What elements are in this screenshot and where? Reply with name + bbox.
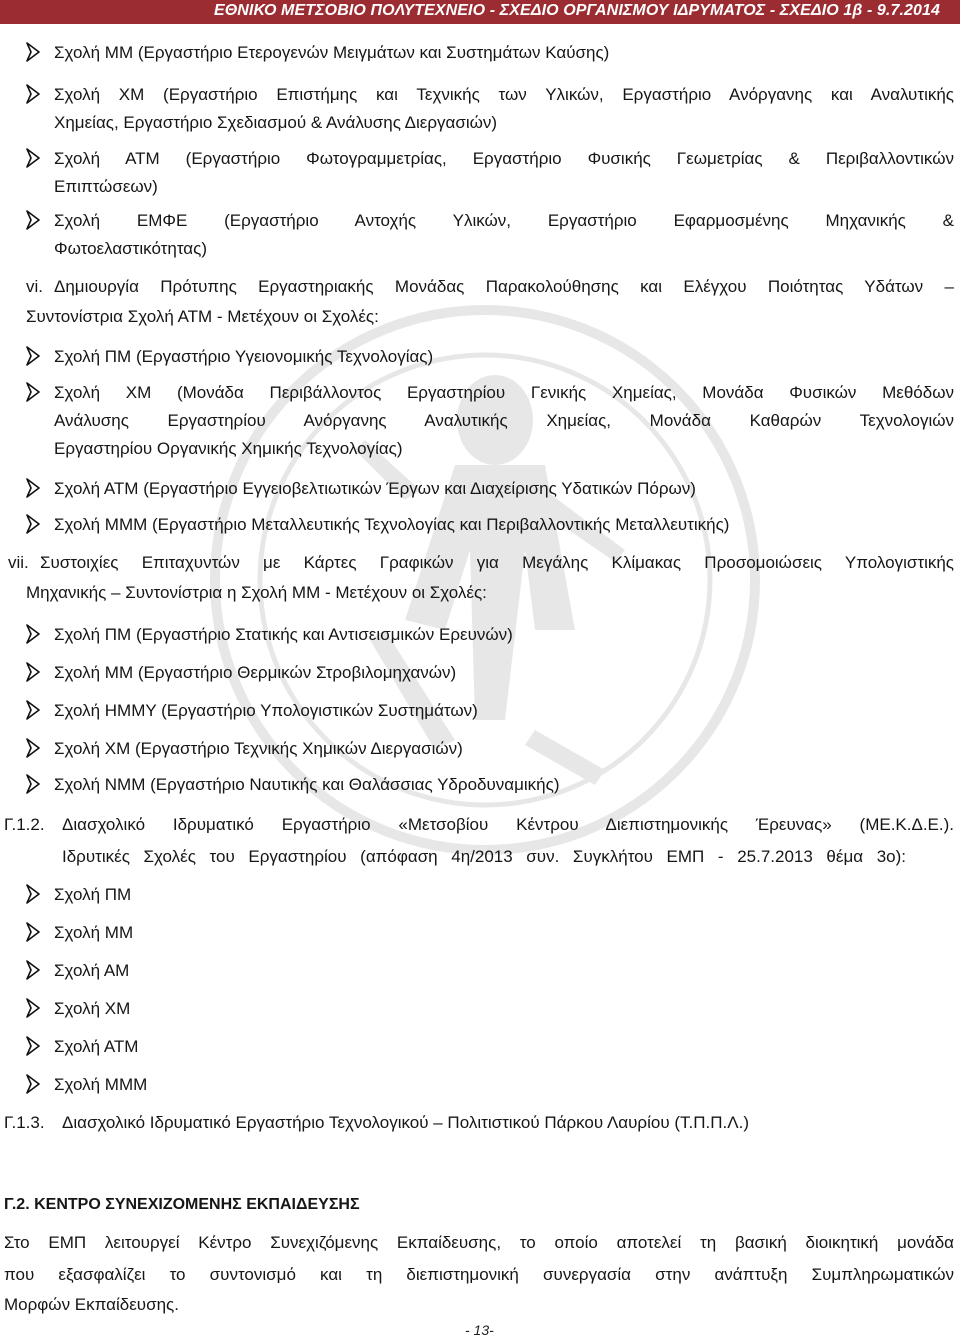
- list-item: Σχολή ΑΤΜ (Εργαστήριο Εγγειοβελτιωτικών Έργων και Διαχείρισης Υδατικών Πόρων): [54, 479, 696, 498]
- paragraph-line: Μορφών Εκπαίδευσης.: [4, 1295, 179, 1314]
- arrow-bullet-icon: [26, 514, 40, 534]
- arrow-bullet-icon: [26, 346, 40, 366]
- arrow-bullet-icon: [26, 42, 40, 62]
- list-item: Σχολή ΜΜ (Εργαστήριο Ετερογενών Μειγμάτων και Συστημάτων Καύσης): [54, 43, 610, 62]
- section-number-g113: Γ.1.3.: [4, 1113, 45, 1132]
- arrow-bullet-icon: [26, 884, 40, 904]
- list-item-continuation: Φωτοελαστικότητας): [54, 239, 207, 258]
- list-item-continuation: Ανάλυσης Εργαστηρίου Ανόργανης Αναλυτικής Χημείας, Μονάδα Καθαρών Τεχνολογιών: [54, 411, 954, 430]
- section-number-g112: Γ.1.2.: [4, 815, 45, 834]
- list-item-continuation: Χημείας, Εργαστήριο Σχεδιασμού & Ανάλυσης Διεργασιών): [54, 113, 498, 132]
- list-marker-vii: vii.: [8, 553, 29, 572]
- list-item: Σχολή ΜΜ (Εργαστήριο Θερμικών Στροβιλομηχανών): [54, 663, 457, 682]
- list-item: Σχολή ΑΜ: [54, 961, 130, 980]
- arrow-bullet-icon: [26, 960, 40, 980]
- list-item: Σχολή ΧΜ (Μονάδα Περιβάλλοντος Εργαστηρίου Γενικής Χημείας, Μονάδα Φυσικών Μεθόδων: [54, 383, 954, 402]
- list-item: Σχολή ΑΤΜ: [54, 1037, 139, 1056]
- arrow-bullet-icon: [26, 624, 40, 644]
- paragraph-line: που εξασφαλίζει το συντονισμό και τη διεπιστημονική συνεργασία στην ανάπτυξη Συμπληρωματικών: [4, 1265, 954, 1284]
- list-item: Σχολή ΜΜ: [54, 923, 134, 942]
- list-item: Σχολή ΧΜ (Εργαστήριο Επιστήμης και Τεχνικής των Υλικών, Εργαστήριο Ανόργανης και Αναλυτικής: [54, 85, 954, 104]
- list-item-continuation: Εργαστηρίου Οργανικής Χημικής Τεχνολογίας): [54, 439, 403, 458]
- arrow-bullet-icon: [26, 922, 40, 942]
- arrow-bullet-icon: [26, 1074, 40, 1094]
- arrow-bullet-icon: [26, 998, 40, 1018]
- list-item: Σχολή ΠΜ: [54, 885, 132, 904]
- list-item: Σχολή ΗΜΜΥ (Εργαστήριο Υπολογιστικών Συστημάτων): [54, 701, 478, 720]
- arrow-bullet-icon: [26, 738, 40, 758]
- page-header-bar: [0, 0, 960, 24]
- paragraph-line: Στο ΕΜΠ λειτουργεί Κέντρο Συνεχιζόμενης Εκπαίδευσης, το οποίο αποτελεί τη βασική διοικητική μονάδα: [4, 1233, 954, 1252]
- arrow-bullet-icon: [26, 1036, 40, 1056]
- section-subtitle-g112: Ιδρυτικές Σχολές του Εργαστηρίου (απόφαση 4η/2013 συν. Συγκλήτου ΕΜΠ - 25.7.2013 θέμα 3ο):: [62, 847, 906, 866]
- list-item: Σχολή ΧΜ: [54, 999, 131, 1018]
- arrow-bullet-icon: [26, 662, 40, 682]
- item-vii-subtitle: Μηχανικής – Συντονίστρια η Σχολή ΜΜ - Μετέχουν οι Σχολές:: [26, 583, 487, 602]
- item-vi-title: Δημιουργία Πρότυπης Εργαστηριακής Μονάδας Παρακολούθησης και Ελέγχου Ποιότητας Υδάτων –: [54, 277, 954, 296]
- list-item: Σχολή ΧΜ (Εργαστήριο Τεχνικής Χημικών Διεργασιών): [54, 739, 463, 758]
- list-item: Σχολή ΑΤΜ (Εργαστήριο Φωτογραμμετρίας, Εργαστήριο Φυσικής Γεωμετρίας & Περιβαλλοντικών: [54, 149, 954, 168]
- arrow-bullet-icon: [26, 700, 40, 720]
- arrow-bullet-icon: [26, 382, 40, 402]
- list-item: Σχολή ΝΜΜ (Εργαστήριο Ναυτικής και Θαλάσσιας Υδροδυναμικής): [54, 775, 560, 794]
- list-marker-vi: vi.: [26, 277, 43, 296]
- arrow-bullet-icon: [26, 478, 40, 498]
- arrow-bullet-icon: [26, 210, 40, 230]
- arrow-bullet-icon: [26, 148, 40, 168]
- list-item: Σχολή ΜΜΜ (Εργαστήριο Μεταλλευτικής Τεχνολογίας και Περιβαλλοντικής Μεταλλευτικής): [54, 515, 730, 534]
- item-vi-subtitle: Συντονίστρια Σχολή ΑΤΜ - Μετέχουν οι Σχολές:: [26, 307, 379, 326]
- item-vii-title: Συστοιχίες Επιταχυντών με Κάρτες Γραφικών για Μεγάλης Κλίμακας Προσομοιώσεις Υπολογιστικής: [40, 553, 954, 572]
- list-item: Σχολή ΠΜ (Εργαστήριο Στατικής και Αντισεισμικών Ερευνών): [54, 625, 513, 644]
- page-header-title: ΕΘΝΙΚΟ ΜΕΤΣΟΒΙΟ ΠΟΛΥΤΕΧΝΕΙΟ - ΣΧΕΔΙΟ ΟΡΓΑΝΙΣΜΟΥ ΙΔΡΥΜΑΤΟΣ - ΣΧΕΔΙΟ 1β - 9.7.2014: [213, 2, 940, 19]
- arrow-bullet-icon: [26, 774, 40, 794]
- list-item: Σχολή ΜΜΜ: [54, 1075, 148, 1094]
- arrow-bullet-icon: [26, 84, 40, 104]
- section-title-g112: Διασχολικό Ιδρυματικό Εργαστήριο «Μετσοβίου Κέντρου Διεπιστημονικής Έρευνας» (ΜΕ.Κ.Δ.Ε.).: [62, 815, 954, 834]
- list-item-continuation: Επιπτώσεων): [54, 177, 158, 196]
- section-title-g113: Διασχολικό Ιδρυματικό Εργαστήριο Τεχνολογικού – Πολιτιστικού Πάρκου Λαυρίου (Τ.Π.Π.Λ.): [62, 1113, 749, 1132]
- page-number: - 13-: [465, 1322, 494, 1338]
- list-item: Σχολή ΕΜΦΕ (Εργαστήριο Αντοχής Υλικών, Εργαστήριο Εφαρμοσμένης Μηχανικής &: [54, 211, 954, 230]
- section-heading-g2: Γ.2. ΚΕΝΤΡΟ ΣΥΝΕΧΙΖΟΜΕΝΗΣ ΕΚΠΑΙΔΕΥΣΗΣ: [4, 1196, 360, 1213]
- list-item: Σχολή ΠΜ (Εργαστήριο Υγειονομικής Τεχνολογίας): [54, 347, 434, 366]
